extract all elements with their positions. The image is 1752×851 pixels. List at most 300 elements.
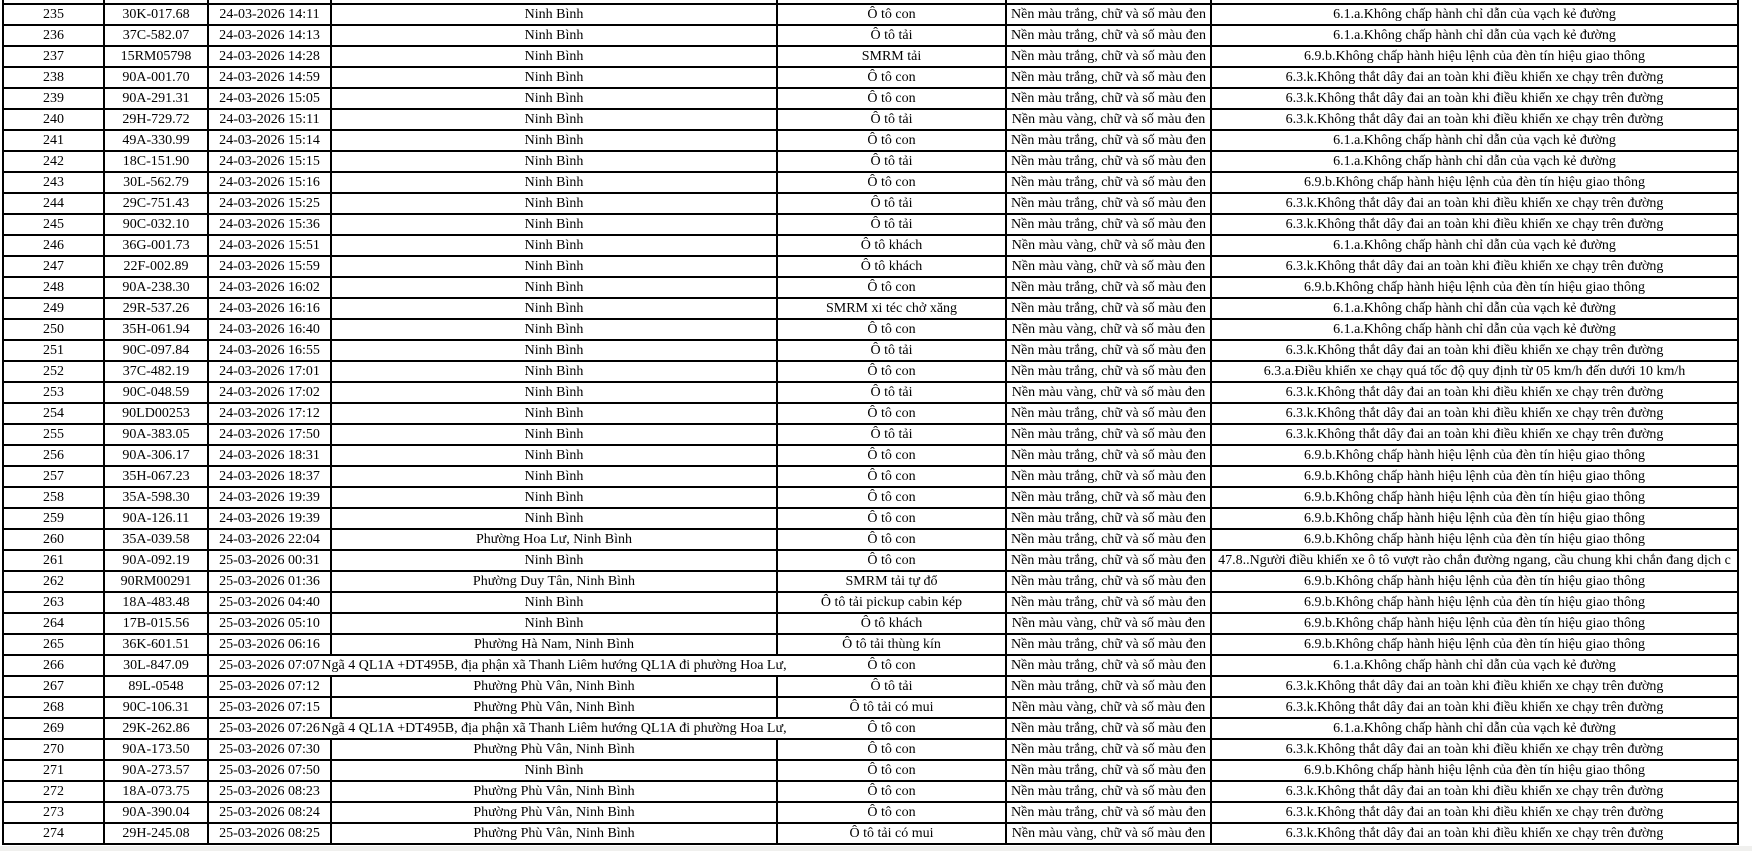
cell-vehicle: Ô tô con	[777, 67, 1006, 88]
cell-location: Ninh Bình	[331, 445, 777, 466]
cell-vehicle: Ô tô con	[777, 718, 1006, 739]
cell-datetime: 24-03-2026 17:12	[208, 403, 331, 424]
cell-location: Phường Phù Vân, Ninh Bình	[331, 739, 777, 760]
cell-vehicle: Ô tô con	[777, 487, 1006, 508]
cell-location: Ninh Bình	[331, 550, 777, 571]
table-row	[3, 781, 1738, 802]
table-row	[3, 172, 1738, 193]
cell-violation: 6.1.a.Không chấp hành chỉ dẫn của vạch kẻ đường	[1211, 130, 1738, 151]
cell-row-number: 259	[3, 508, 104, 529]
cell-plate: 90A-390.04	[104, 802, 208, 823]
cell-violation: 6.9.b.Không chấp hành hiệu lệnh của đèn tín hiệu giao thông	[1211, 46, 1738, 67]
cell-plate: 30L-847.09	[104, 655, 208, 676]
cell-datetime: 25-03-2026 08:23	[208, 781, 331, 802]
cell-location: Ninh Bình	[331, 46, 777, 67]
cell-plate-desc: Nền màu trắng, chữ và số màu đen	[1006, 634, 1211, 655]
table-row	[3, 361, 1738, 382]
cell-datetime: 24-03-2026 15:51	[208, 235, 331, 256]
cell-violation: 6.3.k.Không thắt dây đai an toàn khi điều khiển xe chạy trên đường	[1211, 382, 1738, 403]
cell-row-number: 241	[3, 130, 104, 151]
cell-row-number: 236	[3, 25, 104, 46]
cell-vehicle: Ô tô tải	[777, 109, 1006, 130]
cell-row-number: 235	[3, 4, 104, 25]
table-row	[3, 151, 1738, 172]
cell-datetime: 24-03-2026 15:36	[208, 214, 331, 235]
cell-plate-desc: Nền màu vàng, chữ và số màu đen	[1006, 613, 1211, 634]
cell-row-number: 261	[3, 550, 104, 571]
cell-violation: 6.3.a.Điều khiển xe chạy quá tốc độ quy định từ 05 km/h đến dưới 10 km/h	[1211, 361, 1738, 382]
cell-location: Phường Phù Vân, Ninh Bình	[331, 802, 777, 823]
cell-datetime: 24-03-2026 14:28	[208, 46, 331, 67]
cell-plate-desc: Nền màu trắng, chữ và số màu đen	[1006, 46, 1211, 67]
cell-plate: 17B-015.56	[104, 613, 208, 634]
cell-violation: 6.1.a.Không chấp hành chỉ dẫn của vạch kẻ đường	[1211, 319, 1738, 340]
cell-violation: 6.1.a.Không chấp hành chỉ dẫn của vạch kẻ đường	[1211, 25, 1738, 46]
cell-row-number: 239	[3, 88, 104, 109]
table-row	[3, 718, 1738, 739]
cell-datetime: 24-03-2026 14:11	[208, 4, 331, 25]
cell-vehicle: Ô tô tải	[777, 214, 1006, 235]
table-row	[3, 823, 1738, 844]
cell-row-number: 251	[3, 340, 104, 361]
cell-vehicle: Ô tô con	[777, 361, 1006, 382]
cell-datetime: 24-03-2026 15:15	[208, 151, 331, 172]
cell-violation: 6.3.k.Không thắt dây đai an toàn khi điều khiển xe chạy trên đường	[1211, 781, 1738, 802]
table-row	[3, 466, 1738, 487]
cell-location: Ninh Bình	[331, 613, 777, 634]
cell-datetime: 24-03-2026 14:59	[208, 67, 331, 88]
cell-plate: 22F-002.89	[104, 256, 208, 277]
cell-vehicle: Ô tô tải	[777, 340, 1006, 361]
cell-location	[321, 655, 787, 676]
table-row	[3, 508, 1738, 529]
cell-row-number: 253	[3, 382, 104, 403]
cell-plate-desc: Nền màu trắng, chữ và số màu đen	[1006, 802, 1211, 823]
cell-location: Ninh Bình	[331, 193, 777, 214]
cell-location: Ninh Bình	[331, 214, 777, 235]
cell-location: Ninh Bình	[331, 403, 777, 424]
cell-location: Phường Hà Nam, Ninh Bình	[331, 634, 777, 655]
cell-row-number: 265	[3, 634, 104, 655]
cell-vehicle: SMRM tải tự đổ	[777, 571, 1006, 592]
cell-violation: 6.3.k.Không thắt dây đai an toàn khi điều khiển xe chạy trên đường	[1211, 823, 1738, 844]
cell-plate: 90A-238.30	[104, 277, 208, 298]
cell-location: Ninh Bình	[331, 382, 777, 403]
cell-datetime: 24-03-2026 16:55	[208, 340, 331, 361]
cell-location-overflow-text: Ngã 4 QL1A +DT495B, địa phận xã Thanh Liêm hướng QL1A đi phường Hoa Lư,	[319, 719, 788, 738]
cell-plate: 90A-383.05	[104, 424, 208, 445]
cell-vehicle: Ô tô tải	[777, 25, 1006, 46]
cell-row-number: 270	[3, 739, 104, 760]
cell-vehicle: Ô tô con	[777, 172, 1006, 193]
cell-plate: 37C-482.19	[104, 361, 208, 382]
cell-plate-desc: Nền màu trắng, chữ và số màu đen	[1006, 718, 1211, 739]
table-row	[3, 4, 1738, 25]
cell-violation: 6.3.k.Không thắt dây đai an toàn khi điều khiển xe chạy trên đường	[1211, 424, 1738, 445]
cell-vehicle: Ô tô con	[777, 319, 1006, 340]
cell-row-number: 262	[3, 571, 104, 592]
cell-plate-desc: Nền màu vàng, chữ và số màu đen	[1006, 823, 1211, 844]
cell-violation: 6.9.b.Không chấp hành hiệu lệnh của đèn tín hiệu giao thông	[1211, 613, 1738, 634]
cell-datetime: 24-03-2026 15:05	[208, 88, 331, 109]
cell-plate-desc: Nền màu vàng, chữ và số màu đen	[1006, 109, 1211, 130]
cell-datetime: 24-03-2026 16:40	[208, 319, 331, 340]
cell-row-number: 269	[3, 718, 104, 739]
cell-plate: 90A-092.19	[104, 550, 208, 571]
cell-row-number: 240	[3, 109, 104, 130]
cell-location: Ninh Bình	[331, 88, 777, 109]
cell-plate: 30L-562.79	[104, 172, 208, 193]
cell-vehicle: Ô tô tải có mui	[777, 697, 1006, 718]
cell-location: Phường Phù Vân, Ninh Bình	[331, 676, 777, 697]
cell-location	[321, 718, 787, 739]
cell-plate-desc: Nền màu trắng, chữ và số màu đen	[1006, 466, 1211, 487]
table-row	[3, 193, 1738, 214]
cell-violation: 6.9.b.Không chấp hành hiệu lệnh của đèn tín hiệu giao thông	[1211, 529, 1738, 550]
cell-plate: 18A-073.75	[104, 781, 208, 802]
cell-location: Ninh Bình	[331, 760, 777, 781]
cell-plate: 37C-582.07	[104, 25, 208, 46]
cell-violation: 6.9.b.Không chấp hành hiệu lệnh của đèn tín hiệu giao thông	[1211, 634, 1738, 655]
cell-row-number: 274	[3, 823, 104, 844]
cell-datetime: 24-03-2026 16:16	[208, 298, 331, 319]
cell-datetime: 24-03-2026 19:39	[208, 487, 331, 508]
cell-plate-desc: Nền màu trắng, chữ và số màu đen	[1006, 529, 1211, 550]
cell-plate: 90C-048.59	[104, 382, 208, 403]
cell-datetime: 25-03-2026 07:26	[208, 718, 331, 739]
cell-plate: 89L-0548	[104, 676, 208, 697]
table-row	[3, 25, 1738, 46]
cell-plate: 90A-173.50	[104, 739, 208, 760]
table-row	[3, 88, 1738, 109]
cell-plate: 35A-039.58	[104, 529, 208, 550]
cell-plate-desc: Nền màu trắng, chữ và số màu đen	[1006, 676, 1211, 697]
cell-vehicle: Ô tô con	[777, 550, 1006, 571]
cell-vehicle: Ô tô con	[777, 130, 1006, 151]
table-row	[3, 760, 1738, 781]
cell-plate: 35H-067.23	[104, 466, 208, 487]
table-row	[3, 109, 1738, 130]
cell-datetime: 25-03-2026 07:30	[208, 739, 331, 760]
table-row	[3, 676, 1738, 697]
cell-location-overflow-text: Ngã 4 QL1A +DT495B, địa phận xã Thanh Liêm hướng QL1A đi phường Hoa Lư,	[319, 656, 788, 675]
cell-plate: 29R-537.26	[104, 298, 208, 319]
cell-datetime: 25-03-2026 04:40	[208, 592, 331, 613]
cell-violation: 6.3.k.Không thắt dây đai an toàn khi điều khiển xe chạy trên đường	[1211, 67, 1738, 88]
cell-plate: 35A-598.30	[104, 487, 208, 508]
cell-violation	[1211, 550, 1738, 571]
cell-plate: 90RM00291	[104, 571, 208, 592]
cell-row-number: 273	[3, 802, 104, 823]
cell-vehicle: Ô tô tải pickup cabin kép	[777, 592, 1006, 613]
table-row	[3, 655, 1738, 676]
cell-datetime: 25-03-2026 07:12	[208, 676, 331, 697]
table-row	[3, 550, 1738, 571]
cell-plate: 90C-097.84	[104, 340, 208, 361]
cell-location: Ninh Bình	[331, 298, 777, 319]
table-row	[3, 613, 1738, 634]
cell-row-number: 256	[3, 445, 104, 466]
cell-vehicle: Ô tô tải	[777, 382, 1006, 403]
cell-row-number: 249	[3, 298, 104, 319]
violations-table	[2, 0, 1739, 845]
cell-violation: 6.3.k.Không thắt dây đai an toàn khi điều khiển xe chạy trên đường	[1211, 214, 1738, 235]
cell-datetime: 25-03-2026 07:50	[208, 760, 331, 781]
cell-violation: 6.3.k.Không thắt dây đai an toàn khi điều khiển xe chạy trên đường	[1211, 256, 1738, 277]
cell-datetime: 24-03-2026 16:02	[208, 277, 331, 298]
cell-vehicle: Ô tô khách	[777, 256, 1006, 277]
cell-vehicle: Ô tô con	[777, 88, 1006, 109]
cell-vehicle: Ô tô con	[777, 529, 1006, 550]
cell-violation: 6.9.b.Không chấp hành hiệu lệnh của đèn tín hiệu giao thông	[1211, 592, 1738, 613]
cell-location: Ninh Bình	[331, 172, 777, 193]
cell-vehicle: Ô tô con	[777, 4, 1006, 25]
cell-plate-desc: Nền màu trắng, chữ và số màu đen	[1006, 214, 1211, 235]
cell-plate-desc: Nền màu trắng, chữ và số màu đen	[1006, 193, 1211, 214]
table-row	[3, 634, 1738, 655]
cell-plate-desc: Nền màu trắng, chữ và số màu đen	[1006, 4, 1211, 25]
cell-plate-desc: Nền màu trắng, chữ và số màu đen	[1006, 571, 1211, 592]
cell-plate: 90LD00253	[104, 403, 208, 424]
cell-violation: 6.3.k.Không thắt dây đai an toàn khi điều khiển xe chạy trên đường	[1211, 676, 1738, 697]
cell-location: Ninh Bình	[331, 319, 777, 340]
cell-row-number: 258	[3, 487, 104, 508]
cell-row-number: 244	[3, 193, 104, 214]
cell-vehicle: SMRM xi téc chở xăng	[777, 298, 1006, 319]
table-row	[3, 67, 1738, 88]
table-row	[3, 46, 1738, 67]
cell-violation: 6.9.b.Không chấp hành hiệu lệnh của đèn tín hiệu giao thông	[1211, 508, 1738, 529]
cell-row-number: 268	[3, 697, 104, 718]
table-row	[3, 214, 1738, 235]
cell-violation: 6.9.b.Không chấp hành hiệu lệnh của đèn tín hiệu giao thông	[1211, 172, 1738, 193]
cell-location: Phường Hoa Lư, Ninh Bình	[331, 529, 777, 550]
cell-violation: 6.1.a.Không chấp hành chỉ dẫn của vạch kẻ đường	[1211, 4, 1738, 25]
cell-datetime: 25-03-2026 08:24	[208, 802, 331, 823]
table-row	[3, 298, 1738, 319]
table-row	[3, 256, 1738, 277]
horizontal-scrollbar-track[interactable]	[0, 846, 1752, 851]
cell-plate: 90A-001.70	[104, 67, 208, 88]
cell-vehicle: Ô tô con	[777, 781, 1006, 802]
cell-violation: 6.1.a.Không chấp hành chỉ dẫn của vạch kẻ đường	[1211, 298, 1738, 319]
cell-plate: 90C-106.31	[104, 697, 208, 718]
cell-violation: 6.9.b.Không chấp hành hiệu lệnh của đèn tín hiệu giao thông	[1211, 571, 1738, 592]
table-row	[3, 319, 1738, 340]
cell-violation: 6.1.a.Không chấp hành chỉ dẫn của vạch kẻ đường	[1211, 718, 1738, 739]
cell-row-number: 246	[3, 235, 104, 256]
cell-location: Phường Duy Tân, Ninh Bình	[331, 571, 777, 592]
cell-row-number: 250	[3, 319, 104, 340]
cell-plate-desc: Nền màu trắng, chữ và số màu đen	[1006, 508, 1211, 529]
cell-plate: 18A-483.48	[104, 592, 208, 613]
cell-plate: 90A-306.17	[104, 445, 208, 466]
cell-plate-desc: Nền màu trắng, chữ và số màu đen	[1006, 25, 1211, 46]
cell-vehicle: Ô tô con	[777, 739, 1006, 760]
cell-violation: 6.1.a.Không chấp hành chỉ dẫn của vạch kẻ đường	[1211, 655, 1738, 676]
cell-row-number: 260	[3, 529, 104, 550]
cell-location: Ninh Bình	[331, 256, 777, 277]
cell-plate-desc: Nền màu trắng, chữ và số màu đen	[1006, 781, 1211, 802]
table-row	[3, 130, 1738, 151]
cell-plate: 30K-017.68	[104, 4, 208, 25]
cell-plate-desc: Nền màu trắng, chữ và số màu đen	[1006, 151, 1211, 172]
cell-violation: 6.3.k.Không thắt dây đai an toàn khi điều khiển xe chạy trên đường	[1211, 193, 1738, 214]
cell-plate-desc: Nền màu trắng, chữ và số màu đen	[1006, 88, 1211, 109]
cell-plate-desc: Nền màu vàng, chữ và số màu đen	[1006, 256, 1211, 277]
cell-datetime: 25-03-2026 07:07	[208, 655, 331, 676]
cell-row-number: 245	[3, 214, 104, 235]
cell-violation: 6.9.b.Không chấp hành hiệu lệnh của đèn tín hiệu giao thông	[1211, 487, 1738, 508]
cell-plate-desc: Nền màu trắng, chữ và số màu đen	[1006, 592, 1211, 613]
cell-row-number: 255	[3, 424, 104, 445]
cell-location: Ninh Bình	[331, 235, 777, 256]
cell-plate-desc: Nền màu vàng, chữ và số màu đen	[1006, 319, 1211, 340]
cell-location: Phường Phù Vân, Ninh Bình	[331, 781, 777, 802]
cell-plate: 35H-061.94	[104, 319, 208, 340]
cell-plate-desc: Nền màu trắng, chữ và số màu đen	[1006, 403, 1211, 424]
cell-plate: 29C-751.43	[104, 193, 208, 214]
cell-violation: 6.3.k.Không thắt dây đai an toàn khi điều khiển xe chạy trên đường	[1211, 88, 1738, 109]
cell-plate-desc: Nền màu trắng, chữ và số màu đen	[1006, 550, 1211, 571]
cell-datetime: 24-03-2026 22:04	[208, 529, 331, 550]
table-row	[3, 235, 1738, 256]
cell-vehicle: Ô tô con	[777, 802, 1006, 823]
cell-datetime: 25-03-2026 01:36	[208, 571, 331, 592]
cell-plate-desc: Nền màu vàng, chữ và số màu đen	[1006, 697, 1211, 718]
cell-plate-desc: Nền màu trắng, chữ và số màu đen	[1006, 298, 1211, 319]
cell-datetime: 24-03-2026 15:25	[208, 193, 331, 214]
cell-datetime: 25-03-2026 05:10	[208, 613, 331, 634]
cell-row-number: 237	[3, 46, 104, 67]
cell-vehicle: Ô tô con	[777, 277, 1006, 298]
cell-row-number: 247	[3, 256, 104, 277]
cell-violation: 6.3.k.Không thắt dây đai an toàn khi điều khiển xe chạy trên đường	[1211, 109, 1738, 130]
cell-datetime: 24-03-2026 17:01	[208, 361, 331, 382]
table-row	[3, 802, 1738, 823]
cell-plate-desc: Nền màu trắng, chữ và số màu đen	[1006, 130, 1211, 151]
cell-violation: 6.3.k.Không thắt dây đai an toàn khi điều khiển xe chạy trên đường	[1211, 739, 1738, 760]
table-row	[3, 529, 1738, 550]
cell-vehicle: Ô tô con	[777, 445, 1006, 466]
cell-datetime: 24-03-2026 18:31	[208, 445, 331, 466]
cell-violation-overflow-text: 47.8..Người điều khiển xe ô tô vượt rào chắn đường ngang, cầu chung khi chắn đang dịch c	[1216, 551, 1733, 570]
cell-row-number: 266	[3, 655, 104, 676]
cell-plate-desc: Nền màu trắng, chữ và số màu đen	[1006, 739, 1211, 760]
cell-datetime: 24-03-2026 15:11	[208, 109, 331, 130]
cell-datetime: 24-03-2026 14:13	[208, 25, 331, 46]
cell-vehicle: Ô tô tải	[777, 151, 1006, 172]
cell-location: Ninh Bình	[331, 25, 777, 46]
cell-vehicle: Ô tô tải	[777, 193, 1006, 214]
cell-vehicle: Ô tô khách	[777, 235, 1006, 256]
cell-row-number: 272	[3, 781, 104, 802]
cell-datetime: 24-03-2026 17:02	[208, 382, 331, 403]
cell-datetime: 24-03-2026 17:50	[208, 424, 331, 445]
cell-plate-desc: Nền màu trắng, chữ và số màu đen	[1006, 277, 1211, 298]
cell-datetime: 25-03-2026 06:16	[208, 634, 331, 655]
cell-violation: 6.9.b.Không chấp hành hiệu lệnh của đèn tín hiệu giao thông	[1211, 445, 1738, 466]
cell-location: Ninh Bình	[331, 109, 777, 130]
cell-plate-desc: Nền màu trắng, chữ và số màu đen	[1006, 760, 1211, 781]
cell-row-number: 267	[3, 676, 104, 697]
cell-location: Ninh Bình	[331, 424, 777, 445]
cell-plate: 90C-032.10	[104, 214, 208, 235]
table-row	[3, 424, 1738, 445]
table-row	[3, 697, 1738, 718]
cell-violation: 6.9.b.Không chấp hành hiệu lệnh của đèn tín hiệu giao thông	[1211, 466, 1738, 487]
cell-row-number: 254	[3, 403, 104, 424]
cell-vehicle: Ô tô tải	[777, 424, 1006, 445]
cell-vehicle: Ô tô con	[777, 403, 1006, 424]
cell-plate-desc: Nền màu trắng, chữ và số màu đen	[1006, 445, 1211, 466]
cell-row-number: 242	[3, 151, 104, 172]
cell-plate-desc: Nền màu trắng, chữ và số màu đen	[1006, 172, 1211, 193]
cell-location: Ninh Bình	[331, 151, 777, 172]
cell-plate-desc: Nền màu trắng, chữ và số màu đen	[1006, 655, 1211, 676]
cell-violation: 6.3.k.Không thắt dây đai an toàn khi điều khiển xe chạy trên đường	[1211, 403, 1738, 424]
cell-location: Ninh Bình	[331, 487, 777, 508]
cell-violation: 6.9.b.Không chấp hành hiệu lệnh của đèn tín hiệu giao thông	[1211, 760, 1738, 781]
cell-plate-desc: Nền màu trắng, chữ và số màu đen	[1006, 361, 1211, 382]
cell-plate: 90A-273.57	[104, 760, 208, 781]
cell-vehicle: SMRM tải	[777, 46, 1006, 67]
cell-vehicle: Ô tô con	[777, 760, 1006, 781]
cell-vehicle: Ô tô khách	[777, 613, 1006, 634]
cell-violation: 6.1.a.Không chấp hành chỉ dẫn của vạch kẻ đường	[1211, 151, 1738, 172]
cell-plate: 29H-729.72	[104, 109, 208, 130]
cell-vehicle: Ô tô tải có mui	[777, 823, 1006, 844]
table-row	[3, 382, 1738, 403]
cell-vehicle: Ô tô tải thùng kín	[777, 634, 1006, 655]
cell-violation: 6.3.k.Không thắt dây đai an toàn khi điều khiển xe chạy trên đường	[1211, 802, 1738, 823]
cell-plate-desc: Nền màu trắng, chữ và số màu đen	[1006, 424, 1211, 445]
cell-datetime: 25-03-2026 07:15	[208, 697, 331, 718]
cell-plate: 15RM05798	[104, 46, 208, 67]
cell-datetime: 25-03-2026 08:25	[208, 823, 331, 844]
cell-datetime: 24-03-2026 15:16	[208, 172, 331, 193]
cell-datetime: 24-03-2026 19:39	[208, 508, 331, 529]
table-row	[3, 739, 1738, 760]
cell-location: Ninh Bình	[331, 508, 777, 529]
cell-location: Ninh Bình	[331, 4, 777, 25]
cell-vehicle: Ô tô con	[777, 466, 1006, 487]
cell-row-number: 257	[3, 466, 104, 487]
cell-violation: 6.1.a.Không chấp hành chỉ dẫn của vạch kẻ đường	[1211, 235, 1738, 256]
cell-plate: 29K-262.86	[104, 718, 208, 739]
table-row	[3, 592, 1738, 613]
table-row	[3, 277, 1738, 298]
cell-violation: 6.9.b.Không chấp hành hiệu lệnh của đèn tín hiệu giao thông	[1211, 277, 1738, 298]
table-row	[3, 340, 1738, 361]
table-row	[3, 571, 1738, 592]
table-row	[3, 487, 1738, 508]
cell-location: Ninh Bình	[331, 592, 777, 613]
cell-location: Ninh Bình	[331, 361, 777, 382]
cell-plate: 18C-151.90	[104, 151, 208, 172]
cell-datetime: 24-03-2026 15:59	[208, 256, 331, 277]
cell-plate: 90A-291.31	[104, 88, 208, 109]
table-row	[3, 403, 1738, 424]
cell-plate: 36K-601.51	[104, 634, 208, 655]
cell-plate-desc: Nền màu vàng, chữ và số màu đen	[1006, 235, 1211, 256]
cell-location: Ninh Bình	[331, 466, 777, 487]
cell-location: Phường Phù Vân, Ninh Bình	[331, 823, 777, 844]
cell-datetime: 25-03-2026 00:31	[208, 550, 331, 571]
cell-row-number: 248	[3, 277, 104, 298]
cell-plate: 90A-126.11	[104, 508, 208, 529]
cell-violation: 6.3.k.Không thắt dây đai an toàn khi điều khiển xe chạy trên đường	[1211, 340, 1738, 361]
